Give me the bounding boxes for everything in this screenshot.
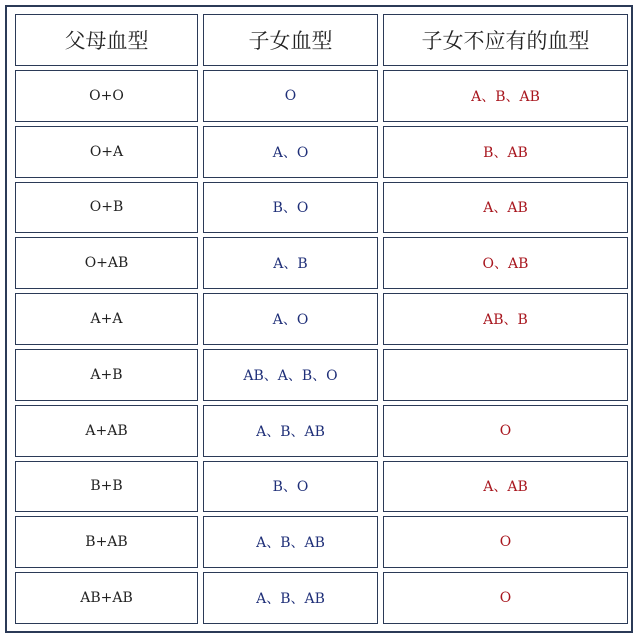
children-cell: B、O <box>203 461 378 513</box>
children-cell: A、O <box>203 293 378 345</box>
children-cell: AB、A、B、O <box>203 349 378 401</box>
header-not-possible: 子女不应有的血型 <box>383 14 628 66</box>
blood-type-table-frame <box>5 5 633 633</box>
children-cell: A、B、AB <box>203 405 378 457</box>
not-possible-cell: O <box>383 516 628 568</box>
table-row <box>15 349 628 401</box>
table-row <box>15 182 628 234</box>
table-row <box>15 70 628 122</box>
not-possible-cell: A、B、AB <box>383 70 628 122</box>
children-cell: A、B、AB <box>203 572 378 624</box>
not-possible-cell: O <box>383 405 628 457</box>
parents-cell: B+AB <box>15 516 198 568</box>
not-possible-cell <box>383 349 628 401</box>
table-row <box>15 293 628 345</box>
table-row <box>15 126 628 178</box>
parents-cell: O+AB <box>15 237 198 289</box>
children-cell: A、O <box>203 126 378 178</box>
not-possible-cell: O、AB <box>383 237 628 289</box>
header-children: 子女血型 <box>203 14 378 66</box>
blood-type-table <box>10 10 633 628</box>
parents-cell: A+AB <box>15 405 198 457</box>
not-possible-cell: AB、B <box>383 293 628 345</box>
not-possible-cell: O <box>383 572 628 624</box>
table-row <box>15 237 628 289</box>
parents-cell: AB+AB <box>15 572 198 624</box>
not-possible-cell: A、AB <box>383 461 628 513</box>
not-possible-cell: B、AB <box>383 126 628 178</box>
children-cell: A、B、AB <box>203 516 378 568</box>
parents-cell: A+A <box>15 293 198 345</box>
parents-cell: O+B <box>15 182 198 234</box>
table-row <box>15 461 628 513</box>
children-cell: O <box>203 70 378 122</box>
header-parents: 父母血型 <box>15 14 198 66</box>
children-cell: B、O <box>203 182 378 234</box>
parents-cell: O+A <box>15 126 198 178</box>
parents-cell: O+O <box>15 70 198 122</box>
not-possible-cell: A、AB <box>383 182 628 234</box>
header-row <box>15 14 628 66</box>
children-cell: A、B <box>203 237 378 289</box>
table-row <box>15 516 628 568</box>
parents-cell: A+B <box>15 349 198 401</box>
table-row <box>15 405 628 457</box>
parents-cell: B+B <box>15 461 198 513</box>
table-row <box>15 572 628 624</box>
